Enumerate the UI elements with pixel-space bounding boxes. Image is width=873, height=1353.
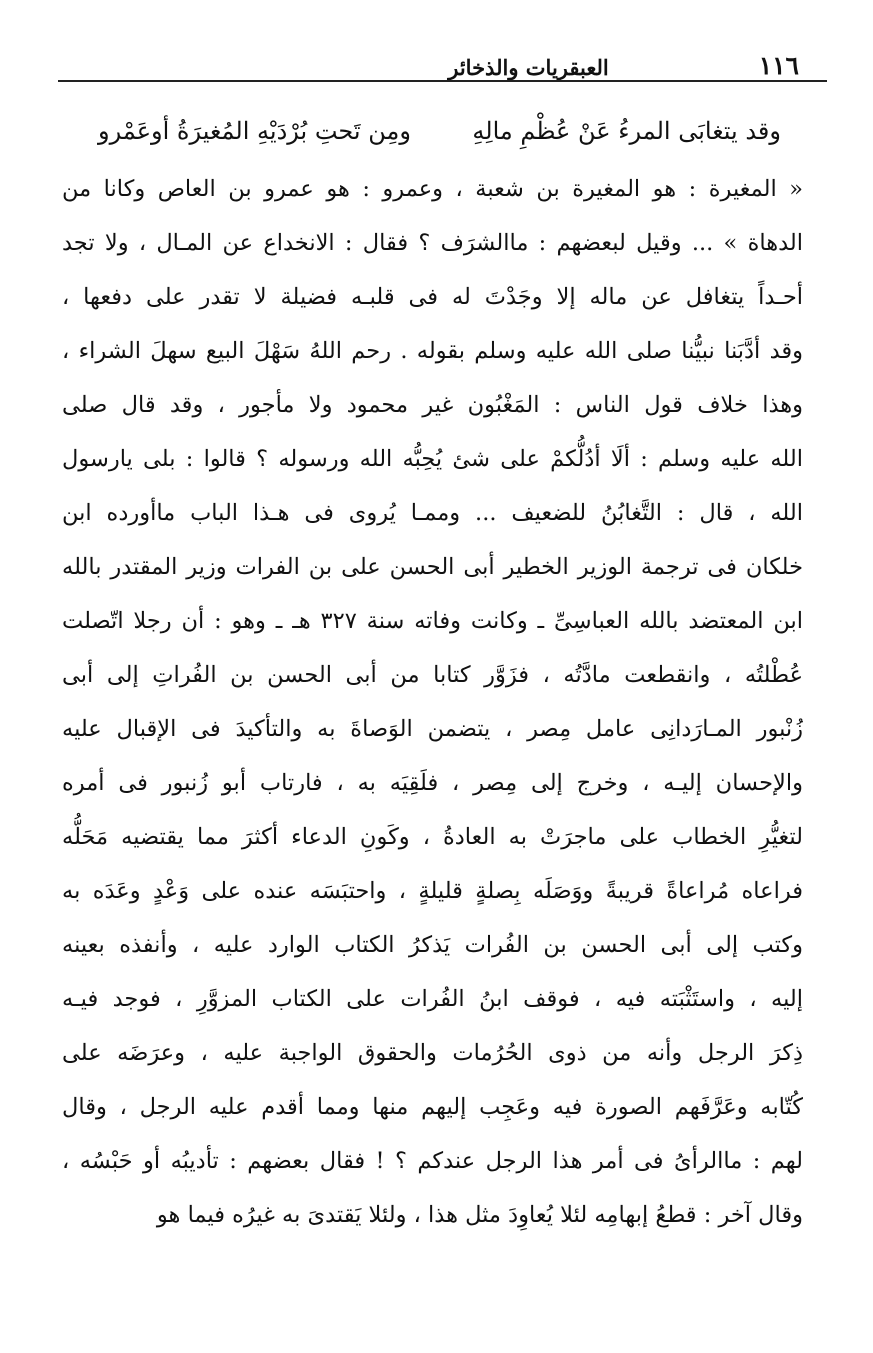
running-title: العبقريات والذخائر xyxy=(448,55,609,80)
text-line: أحـداً يتغافل عن ماله إلا وجَدْتَ له فى قلبـه فضيلة لا تقدر على دفعها ، xyxy=(62,284,803,310)
text-line: عُطْلتُه ، وانقطعت مادَّتُه ، فزَوَّر كتابا من أبى الحسن بن الفُراتِ إلى أبى xyxy=(62,662,803,688)
text-line: ابن المعتضد بالله العباسِىِّ ـ وكانت وفاته سنة ٣٢٧ هـ ـ وهو : أن رجلا اتّصلت xyxy=(62,608,803,634)
text-line: كُتّابه وعَرَّفَهم الصورة فيه وعَجِب إليهم منها ومما أقدم عليه الرجل ، وقال xyxy=(62,1094,803,1120)
text-line: « المغيرة : هو المغيرة بن شعبة ، وعمرو : هو عمرو بن العاص وكانا من xyxy=(62,176,803,202)
text-line: والإحسان إليـه ، وخرج إلى مِصر ، فلَقِيَه به ، فارتاب أبو زُنبور فى أمره xyxy=(62,770,803,796)
text-line: زُنْبور المـارَدانِى عامل مِصر ، يتضمن الوَصاةَ به والتأكيدَ فى الإقبال عليه xyxy=(62,716,803,742)
text-line: لهم : ماالرأىُ فى أمر هذا الرجل عندكم ؟ ! فقال بعضهم : تأديبُه أو حَبْسُه ، xyxy=(62,1148,803,1174)
page-header xyxy=(62,30,799,80)
text-line: خلكان فى ترجمة الوزير الخطير أبى الحسن على بن الفرات وزير المقتدر بالله xyxy=(62,554,803,580)
text-line: الله ، قال : التَّغابُنُ للضعيف ... وممـا يُروى فى هـذا الباب ماأورده ابن xyxy=(62,500,803,526)
text-line: الدهاة » ... وقيل لبعضهم : ماالشرَف ؟ فقال : الانخداع عن المـال ، ولا تجد xyxy=(62,230,803,256)
page-number: ١١٦ xyxy=(758,51,799,80)
text-line: وقد أدَّبَنا نبيُّنا صلى الله عليه وسلم بقوله . رحم اللهُ سَهْلَ البيع سهلَ الشراء ، xyxy=(62,338,803,364)
text-line: لتغيُّرِ الخطاب على ماجرَتْ به العادةُ ، وكَونِ الدعاء أكثرَ مما يقتضيه مَحَلُّه xyxy=(62,824,803,850)
verse-second-hemistich: ومِن تَحتِ بُرْدَيْهِ المُغيرَةُ أوعَمْرو xyxy=(98,117,411,145)
verse-first-hemistich: وقد يتغابَى المرءُ عَنْ عُظْمِ مالِهِ xyxy=(472,117,781,145)
text-line: فراعاه مُراعاةً قريبةً ووَصَلَه بِصلةٍ قليلةٍ ، واحتبَسَه عنده على وَعْدٍ وعَدَه به xyxy=(62,878,803,904)
poem-verse xyxy=(98,106,781,156)
header-rule xyxy=(58,80,827,82)
text-line: إليه ، واستَثْبَته فيه ، فوقف ابنُ الفُرات على الكتاب المزوَّرِ ، فوجد فيـه xyxy=(62,986,803,1012)
text-line: وقال آخر : قطعُ إبهامِه لئلا يُعاوِدَ مثل هذا ، ولئلا يَقتدىَ به غيرُه فيما هو xyxy=(156,1202,803,1228)
body-text xyxy=(62,162,803,1242)
text-line: الله عليه وسلم : ألَا أدُلُّكمْ على شئ يُحِبُّه الله ورسوله ؟ قالوا : بلى يارسول xyxy=(62,446,803,472)
text-line: وكتب إلى أبى الحسن بن الفُرات يَذكرُ الكتاب الوارد عليه ، وأنفذه بعينه xyxy=(62,932,803,958)
text-line: ذِكرَ الرجل وأنه من ذوى الحُرُمات والحقوق الواجبة عليه ، وعرَضَه على xyxy=(62,1040,803,1066)
text-line: وهذا خلاف قول الناس : المَغْبُون غير محمود ولا مأجور ، وقد قال صلى xyxy=(62,392,803,418)
